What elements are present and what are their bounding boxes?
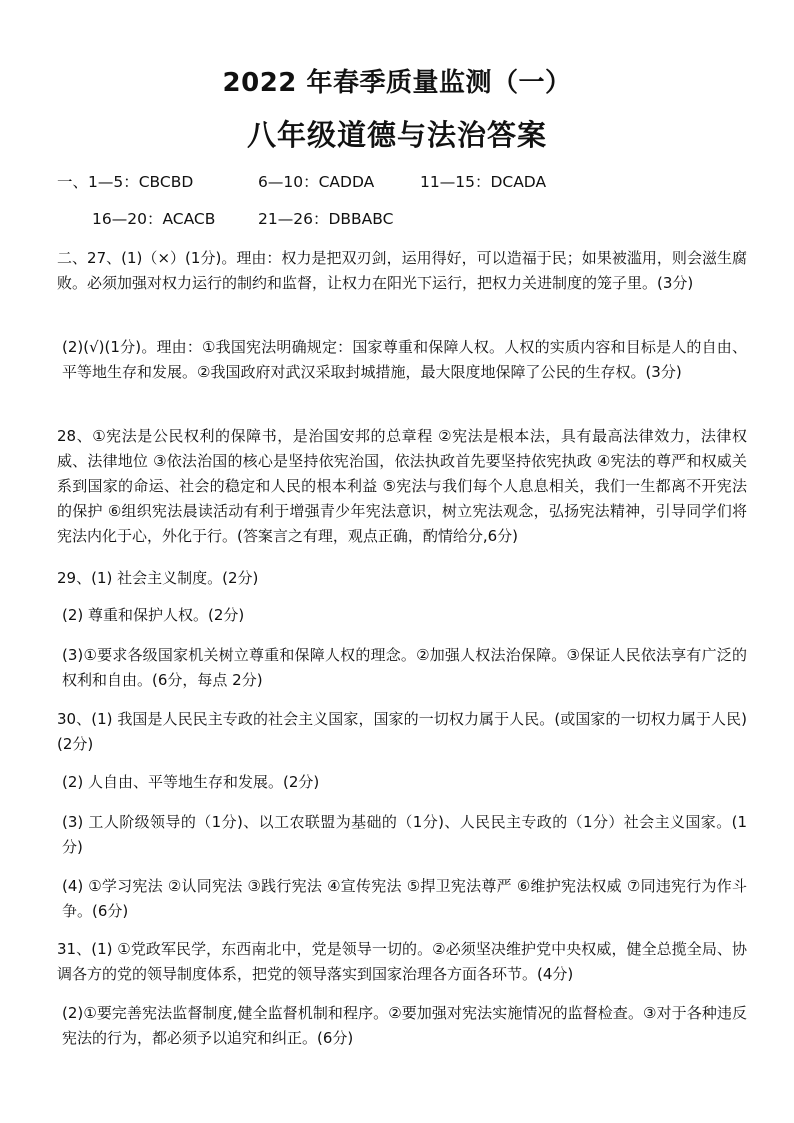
- document-title: 2022 年春季质量监测（一）: [222, 68, 572, 98]
- mc-answers-6-10: 6—10：CADDA: [258, 173, 375, 191]
- document-subtitle: 八年级道德与法治答案: [246, 118, 547, 152]
- mc-answers-11-15: 11—15：DCADA: [420, 173, 547, 191]
- answer-q29-part1: 29、(1) 社会主义制度。(2分): [57, 569, 259, 587]
- answer-q30-part4: (4) ①学习宪法 ②认同宪法 ③践行宪法 ④宣传宪法 ⑤捍卫宪法尊严 ⑥维护宪法权威 ⑦同违宪行为作斗争。(6分): [62, 877, 747, 920]
- answer-q30-part3: (3) 工人阶级领导的（1分)、以工农联盟为基础的（1分)、人民民主专政的（1分）社会主义国家。(1分): [62, 813, 747, 856]
- answer-q31-part2: (2)①要完善宪法监督制度,健全监督机制和程序。②要加强对宪法实施情况的监督检查。③对于各种违反宪法的行为，都必须予以追究和纠正。(6分): [62, 1004, 747, 1047]
- mc-answers-16-20: 16—20：ACACB: [92, 210, 216, 228]
- answer-q27-part2: (2)(√)(1分)。理由：①我国宪法明确规定：国家尊重和保障人权。人权的实质内容和目标是人的自由、平等地生存和发展。②我国政府对武汉采取封城措施，最大限度地保障了公民的生存权。(3分): [62, 338, 747, 381]
- mc-answers-21-26: 21—26：DBBABC: [258, 210, 394, 228]
- answer-q31-part1: 31、(1) ①党政军民学，东西南北中，党是领导一切的。②必须坚决维护党中央权威，健全总揽全局、协调各方的党的领导制度体系，把党的领导落实到国家治理各方面各环节。(4分): [57, 940, 747, 983]
- answer-q30-part1: 30、(1) 我国是人民民主专政的社会主义国家，国家的一切权力属于人民。(或国家的一切权力属于人民)(2分): [57, 710, 747, 753]
- answer-q28: 28、①宪法是公民权利的保障书，是治国安邦的总章程 ②宪法是根本法，具有最高法律效力，法律权威、法律地位 ③依法治国的核心是坚持依宪治国，依法执政首先要坚持依宪执政 ④宪法的尊严和权威关系到国家的命运、社会的稳定和人民的根本利益 ⑤宪法与我们每个人息息相关，我们一生都离不开宪法的保护 ⑥组织宪法晨读活动有利于增强青少年宪法意识，树立宪法观念，弘扬宪法精神，引导同学们将宪法内化于心，外化于行。(答案言之有理，观点正确，酌情给分,6分): [57, 427, 747, 545]
- mc-answers-1-5: 一、1—5：CBCBD: [57, 173, 194, 191]
- answer-q30-part2: (2) 人自由、平等地生存和发展。(2分): [62, 773, 320, 791]
- answer-q29-part3: (3)①要求各级国家机关树立尊重和保障人权的理念。②加强人权法治保障。③保证人民依法享有广泛的权利和自由。(6分，每点 2分): [62, 646, 747, 689]
- answer-q27-part1: 二、27、(1)（×）(1分)。理由：权力是把双刃剑，运用得好，可以造福于民；如果被滥用，则会滋生腐败。必须加强对权力运行的制约和监督，让权力在阳光下运行，把权力关进制度的笼子里。(3分): [57, 249, 747, 292]
- answer-q29-part2: (2) 尊重和保护人权。(2分): [62, 606, 245, 624]
